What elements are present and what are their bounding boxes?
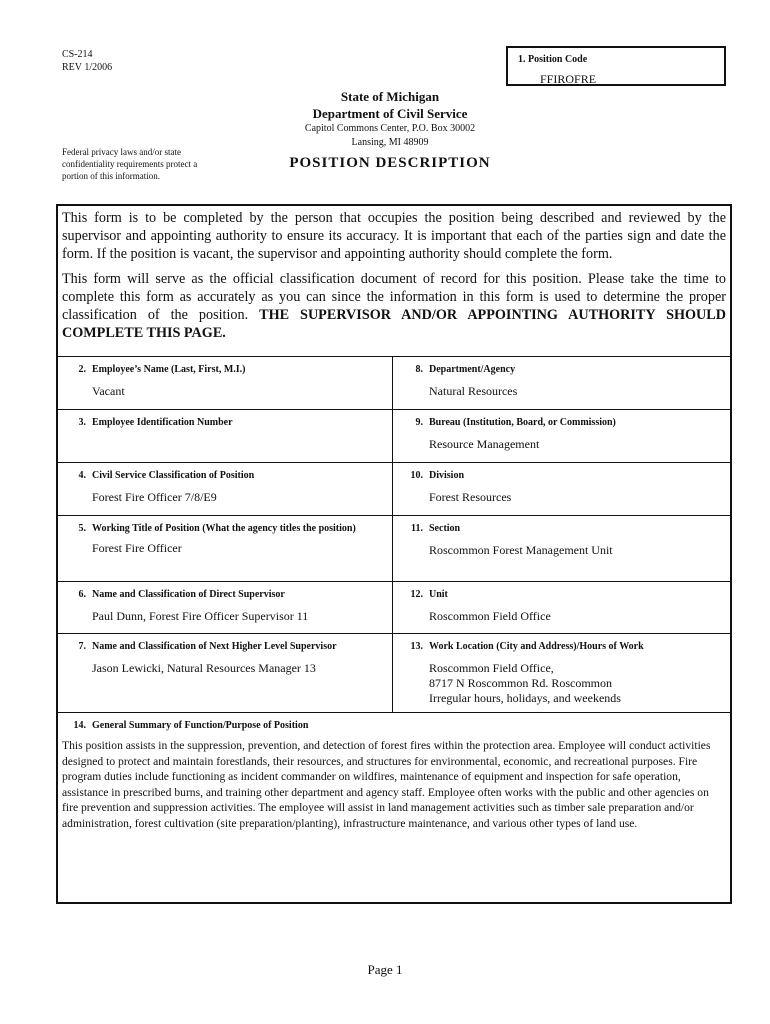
field-number: 11.: [411, 523, 423, 534]
field-label: Department/Agency: [429, 364, 516, 375]
field-label: Working Title of Position (What the agency titles the position): [92, 523, 356, 534]
address-line-1: Capitol Commons Center, P.O. Box 30002: [304, 123, 476, 134]
field-number: 3.: [78, 417, 86, 428]
page-number: Page 1: [367, 962, 403, 977]
instructions-paragraph-1: This form is to be completed by the person that occupies the position being described and reviewed by the supervisor and appointing authority to ensure its accuracy. It is important that each of the parties sign and date the form. If the position is vacant, the supervisor and appointing authority should complete the form.: [62, 210, 726, 262]
field-employee-id[interactable]: [56, 410, 393, 462]
field-employee-name[interactable]: [56, 357, 393, 409]
form-row: [56, 356, 732, 409]
form-code: CS-214: [62, 49, 93, 60]
field-working-title[interactable]: [56, 516, 393, 581]
form-row: [56, 409, 732, 462]
field-unit[interactable]: [393, 582, 732, 633]
work-location-line-1: Roscommon Field Office,: [429, 661, 554, 675]
field-label: Work Location (City and Address)/Hours of Work: [429, 641, 644, 652]
field-next-supervisor[interactable]: [56, 634, 393, 712]
department-name: Department of Civil Service: [312, 106, 468, 121]
field-value: Roscommon Field Office: [429, 609, 551, 623]
field-value: Forest Fire Officer 7/8/E9: [92, 490, 217, 504]
privacy-notice: Federal privacy laws and/or state confidentiality requirements protect a portion of this information.: [62, 147, 198, 181]
form-row: [56, 515, 732, 581]
field-value: Jason Lewicki, Natural Resources Manager 13: [92, 661, 316, 675]
form-fields: [56, 356, 732, 909]
field-value: [429, 661, 724, 706]
field-department-agency[interactable]: [393, 357, 732, 409]
field-value: Resource Management: [429, 437, 540, 451]
field-value: Forest Resources: [429, 490, 512, 504]
work-location-line-3: Irregular hours, holidays, and weekends: [429, 691, 621, 705]
field-label: Employee Identification Number: [92, 417, 233, 428]
field-number: 10.: [410, 470, 423, 481]
field-section[interactable]: [393, 516, 732, 581]
position-code-box: [506, 46, 726, 86]
field-general-summary[interactable]: [56, 712, 732, 909]
field-division[interactable]: [393, 463, 732, 515]
field-number: 13.: [410, 641, 423, 652]
field-label: Name and Classification of Next Higher Level Supervisor: [92, 641, 337, 652]
field-value: Natural Resources: [429, 384, 518, 398]
instructions-paragraph-2: [62, 270, 726, 342]
field-classification[interactable]: [56, 463, 393, 515]
form-identifier: [62, 48, 112, 74]
position-code-value[interactable]: FFIROFRE: [540, 72, 597, 86]
field-label: Division: [429, 470, 465, 481]
field-value: Roscommon Forest Management Unit: [429, 543, 613, 557]
field-label: Unit: [429, 589, 448, 600]
field-direct-supervisor[interactable]: [56, 582, 393, 633]
state-name: State of Michigan: [340, 89, 440, 104]
field-number: 6.: [78, 589, 86, 600]
field-label: Name and Classification of Direct Supervisor: [92, 589, 285, 600]
field-number: 2.: [78, 364, 86, 375]
field-number: 8.: [415, 364, 423, 375]
field-number: 5.: [78, 523, 86, 534]
field-value: Vacant: [92, 384, 125, 398]
field-number: 12.: [410, 589, 423, 600]
instructions: [62, 209, 726, 349]
form-row: [56, 633, 732, 712]
address-line-2: Lansing, MI 48909: [351, 137, 429, 148]
field-number: 7.: [78, 641, 86, 652]
field-label: Bureau (Institution, Board, or Commission): [429, 417, 616, 428]
field-bureau[interactable]: [393, 410, 732, 462]
field-label: Employee’s Name (Last, First, M.I.): [92, 364, 246, 375]
form-row: [56, 581, 732, 633]
field-value: Forest Fire Officer: [92, 541, 182, 555]
field-label: Section: [429, 523, 461, 534]
instructions-p2-emphasis: THE SUPERVISOR AND/OR APPOINTING AUTHORITY SHOULD COMPLETE THIS PAGE.: [62, 307, 726, 341]
field-work-location[interactable]: [393, 634, 732, 712]
instructions-p2-text: This form will serve as the official classification document of record for this position. Please take the time to complete this form as accurately as you can since the information in this form is used to determine the proper classification of the position.: [62, 271, 726, 323]
field-number: 9.: [415, 417, 423, 428]
position-code-label: 1. Position Code: [518, 54, 588, 65]
field-number: 4.: [78, 470, 86, 481]
field-number: 14.: [73, 720, 86, 731]
field-value: This position assists in the suppression, prevention, and detection of forest fires within the protection area. Employee will conduct activities designed to protect and maintain forestlands, their resources, and structures for environmental, economic, and recreational purposes. Fire program duties include functioning as incident commander on wildfires, maintenance of equipment and inspection for safe operation, assistance in prescribed burns, and training other department and agency staff. Employee often works with the public and other agencies on fire prevention and suppression activities. The employee will assist in land management activities such as timber sale preparation and/or administration, forest cultivation (site preparation/planting), infrastructure maintenance, and various other types of land use.: [62, 739, 711, 830]
form-revision: REV 1/2006: [62, 62, 113, 73]
page-title: POSITION DESCRIPTION: [289, 155, 491, 171]
work-location-line-2: 8717 N Roscommon Rd. Roscommon: [429, 676, 613, 690]
field-value: Paul Dunn, Forest Fire Officer Supervisor 11: [92, 609, 309, 623]
agency-header: [250, 88, 530, 150]
field-label: Civil Service Classification of Position: [92, 470, 255, 481]
form-row: [56, 462, 732, 515]
field-label: General Summary of Function/Purpose of Position: [92, 720, 309, 731]
